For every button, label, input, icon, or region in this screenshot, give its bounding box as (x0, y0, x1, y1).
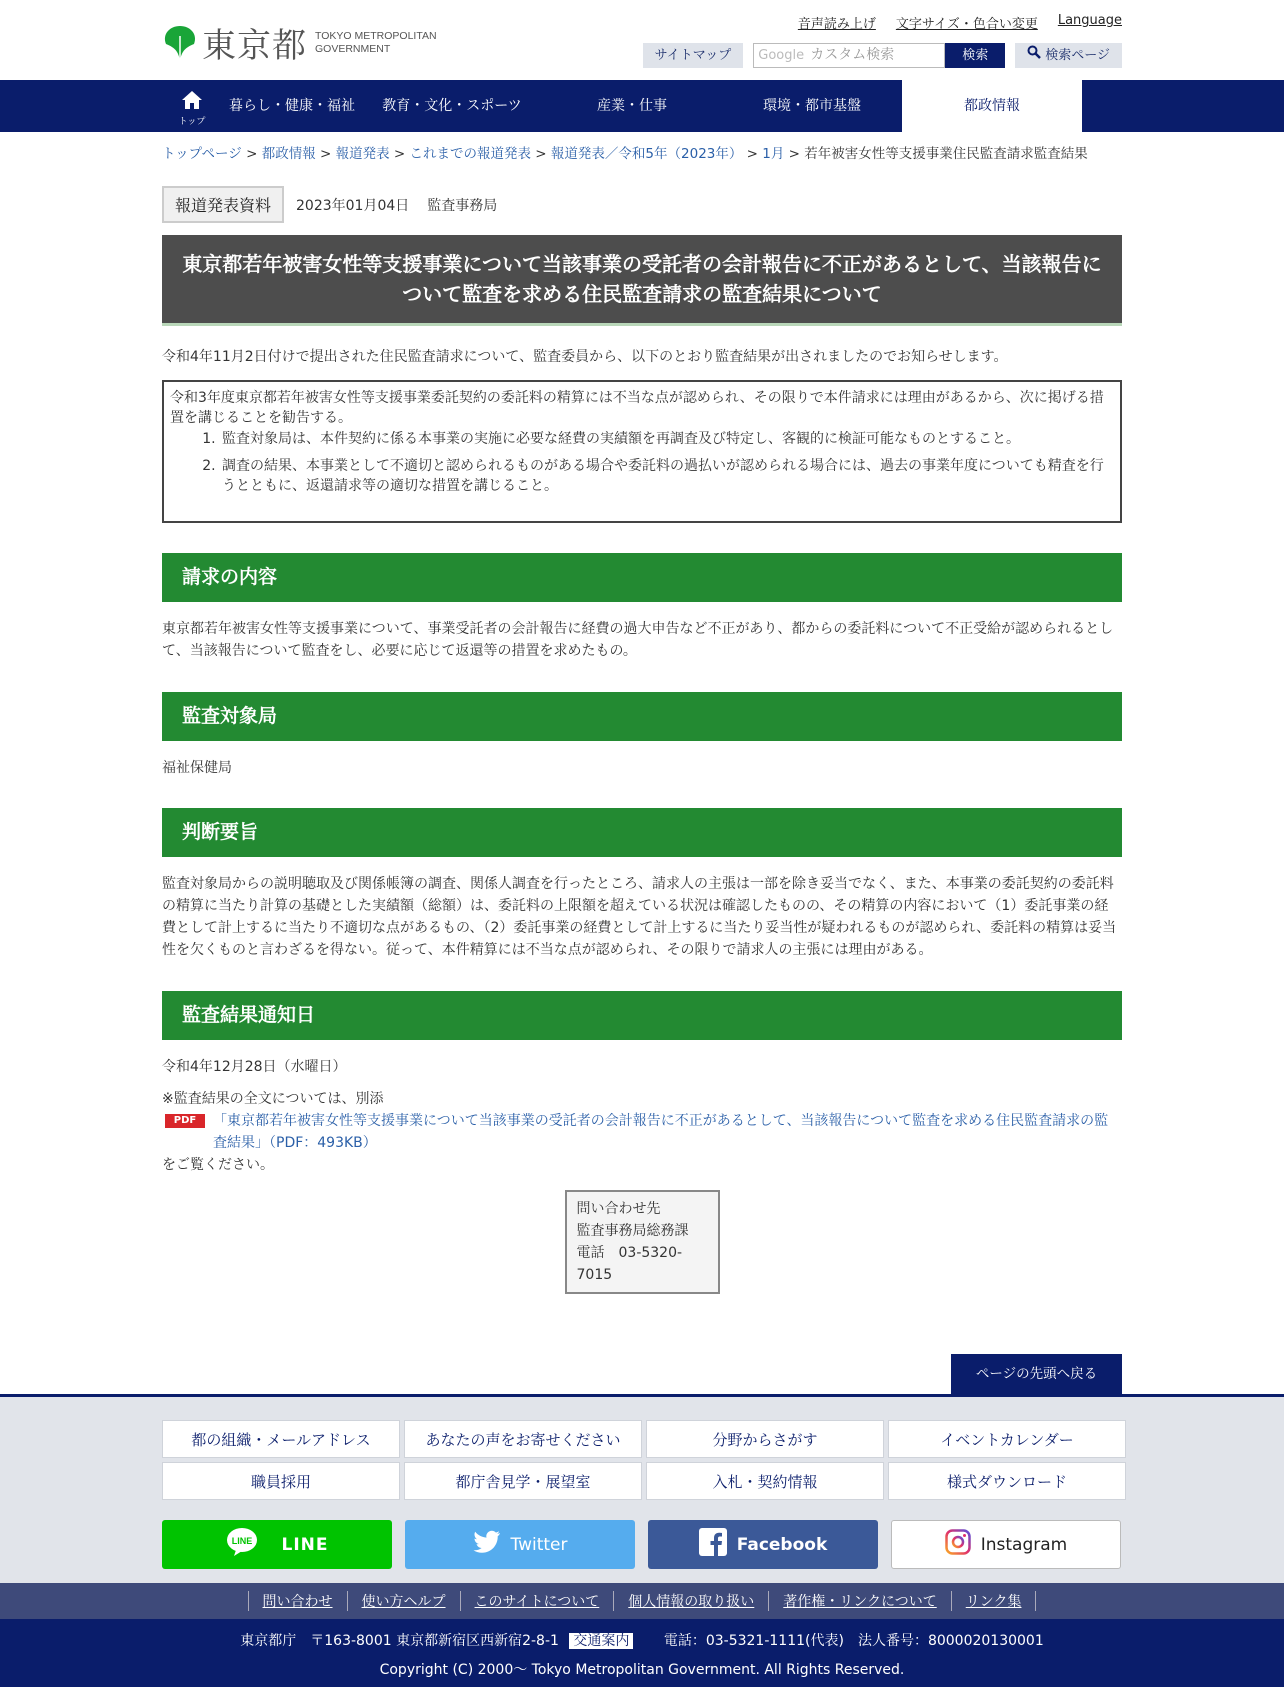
footer-nav-area (0, 1394, 1284, 1583)
nav-item-education[interactable]: 教育・文化・スポーツ (382, 98, 522, 114)
site-logo[interactable] (162, 18, 437, 67)
footer-link-recruit[interactable]: 職員採用 (162, 1462, 400, 1500)
copyright: Copyright (C) 2000～ Tokyo Metropolitan Government. All Rights Reserved. (379, 1662, 905, 1678)
footer-links (0, 1583, 1284, 1619)
section-heading-target: 監査対象局 (162, 692, 1122, 741)
attachment-row (162, 1110, 1122, 1154)
footer-link-org[interactable]: 都の組織・メールアドレス (162, 1420, 400, 1458)
sns-line-label: LINE (281, 1534, 329, 1555)
contact-dept: 監査事務局総務課 (576, 1223, 689, 1239)
breadcrumb-past-press[interactable]: これまでの報道発表 (409, 146, 532, 162)
attachment-block (162, 1088, 1122, 1176)
breadcrumb-sep: > (784, 146, 805, 162)
section-body-judgment: 監査対象局からの説明聴取及び関係帳簿の調査、関係人調査を行ったところ、請求人の主張は一部を除き妥当でなく、また、本事業の委託契約の委託料の精算に当たり計算の基礎とした実績額（総額）は、委託料の上限額を超えている状況は確認したものの、その精算の内容において（1）委託事業の経費として計上するに当たり不適切な点があるもの、（2）委託事業の経費として計上するに当たり妥当性が疑われるものが認められ、委託料の精算は妥当性を欠くものと言わざるを得ない。従って、本件精算には不当な点が認められ、その限りで請求人の主張には理由がある。 (162, 876, 1117, 958)
section-body-claim: 東京都若年被害女性等支援事業について、事業受託者の会計報告に経費の過大申告など不正があり、都からの委託料について不正受給が認められるとして、当該報告について監査をし、必要に応じて返還等の措置を求めたもの。 (162, 621, 1114, 659)
footer-link-tour[interactable]: 都庁舎見学・展望室 (404, 1462, 642, 1500)
logo-english-line1: TOKYO METROPOLITAN (315, 29, 437, 42)
footer-grid (162, 1397, 1122, 1500)
sns-twitter-label: Twitter (510, 1534, 568, 1555)
nav-home-label: トップ (178, 117, 206, 127)
breadcrumb-sep: > (389, 146, 410, 162)
search-page-label: 検索ページ (1045, 48, 1110, 63)
instagram-icon (945, 1529, 971, 1560)
section-heading-notice-date: 監査結果通知日 (162, 991, 1122, 1040)
sitemap-button[interactable]: サイトマップ (643, 43, 744, 68)
footer-link-forms[interactable]: 様式ダウンロード (888, 1462, 1126, 1500)
breadcrumb-sep: > (531, 146, 551, 162)
breadcrumb-sep: > (742, 146, 763, 162)
breadcrumb-reiwa5[interactable]: 報道発表／令和5年（2023年） (550, 146, 743, 162)
breadcrumb-government[interactable]: 都政情報 (261, 146, 316, 162)
breadcrumb-sep: > (241, 146, 262, 162)
facebook-icon (699, 1528, 727, 1561)
section-body-notice-date: 令和4年12月28日（水曜日） (162, 1059, 347, 1075)
nav-home[interactable] (162, 80, 222, 132)
attachment-after: をご覧ください。 (162, 1157, 274, 1173)
page-title: 東京都若年被害女性等支援事業について当該事業の受託者の会計報告に不正があるとして、当該報告について監査を求める住民監査請求の監査結果について (162, 235, 1122, 326)
attachment-note: ※監査結果の全文については、別添 (162, 1091, 384, 1107)
footer-link-contact[interactable]: 問い合わせ (248, 1591, 347, 1611)
home-icon (162, 90, 222, 113)
lead-text: 令和4年11月2日付けで提出された住民監査請求について、監査委員から、以下のとおり監査結果が出されましたのでお知らせします。 (162, 349, 1008, 365)
section-body-target: 福祉保健局 (162, 760, 232, 776)
sns-instagram-button[interactable] (891, 1520, 1121, 1569)
footer-link-field[interactable]: 分野からさがす (646, 1420, 884, 1458)
recommendation-item: 1. 監査対象局は、本件契約に係る本事業の実施に必要な経費の実績額を再調査及び特定し、客観的に検証可能なものとすること。 (220, 429, 1114, 449)
traffic-guide-link[interactable]: 交通案内 (569, 1633, 633, 1649)
footer-link-copyright[interactable]: 著作権・リンクについて (768, 1591, 950, 1611)
recommendation-item: 2. 調査の結果、本事業として不適切と認められるものがある場合や委託料の過払いが認められる場合には、過去の事業年度についても精査を行うとともに、返還請求等の適切な措置を講じること。 (220, 456, 1114, 496)
phone-text: 電話：03-5321-1111(代表) 法人番号：8000020130001 (663, 1633, 1044, 1649)
utility-links (798, 13, 1122, 32)
press-dept: 監査事務局 (427, 197, 498, 214)
sns-facebook-label: Facebook (736, 1534, 828, 1555)
search-button[interactable]: 検索 (945, 43, 1005, 68)
sns-twitter-button[interactable] (405, 1520, 635, 1569)
footer-link-about[interactable]: このサイトについて (460, 1591, 614, 1611)
nav-item-government[interactable]: 都政情報 (902, 80, 1082, 132)
address-text: 東京都庁 〒163-8001 東京都新宿区西新宿2-8-1 (240, 1633, 559, 1649)
contact-box (565, 1190, 720, 1294)
footer-link-voice[interactable]: あなたの声をお寄せください (404, 1420, 642, 1458)
breadcrumb-sep: > (315, 146, 336, 162)
nav-item-environment[interactable]: 環境・都市基盤 (763, 98, 861, 114)
footer-link-bid[interactable]: 入札・契約情報 (646, 1462, 884, 1500)
sns-line-button[interactable] (162, 1520, 392, 1569)
press-date: 2023年01月04日 (296, 197, 410, 214)
recommendation-intro: 令和3年度東京都若年被害女性等支援事業委託契約の委託料の精算には不当な点が認められ、その限りで本件請求には理由があるから、次に掲げる措置を講じることを勧告する。 (170, 390, 1104, 426)
contact-phone: 電話 03-5320-7015 (576, 1245, 683, 1283)
global-nav (0, 80, 1284, 132)
util-link-font-size[interactable]: 文字サイズ・色合い変更 (895, 17, 1038, 32)
recommendation-list (220, 429, 1114, 496)
footer-address (0, 1619, 1284, 1650)
breadcrumb-current: 若年被害女性等支援事業住民監査請求監査結果 (804, 146, 1088, 162)
search-input[interactable] (753, 43, 945, 68)
press-badge: 報道発表資料 (162, 186, 284, 223)
logo-kanji: 東京都 (202, 26, 307, 66)
breadcrumb-january[interactable]: 1月 (762, 146, 785, 162)
footer-link-help[interactable]: 使い方ヘルプ (347, 1591, 460, 1611)
breadcrumb (162, 132, 1122, 174)
press-meta (162, 186, 1122, 223)
sns-instagram-label: Instagram (980, 1534, 1068, 1555)
google-watermark: Google (758, 48, 805, 63)
magnifier-icon (1027, 43, 1041, 68)
breadcrumb-press[interactable]: 報道発表 (335, 146, 390, 162)
back-to-top-button[interactable]: ページの先頭へ戻る (951, 1354, 1122, 1394)
sns-row (162, 1520, 1122, 1569)
breadcrumb-top[interactable]: トップページ (162, 146, 242, 162)
main-content (162, 132, 1122, 1394)
pdf-link[interactable]: 「東京都若年被害女性等支援事業について当該事業の受託者の会計報告に不正があるとして、当該報告について監査を求める住民監査請求の監査結果」（PDF：493KB） (213, 1113, 1109, 1151)
line-icon (226, 1527, 258, 1562)
site-header (0, 0, 1284, 80)
nav-item-industry[interactable]: 産業・仕事 (597, 98, 667, 114)
footer-link-events[interactable]: イベントカレンダー (888, 1420, 1126, 1458)
logo-english-line2: GOVERNMENT (315, 42, 391, 55)
footer-link-privacy[interactable]: 個人情報の取り扱い (613, 1591, 768, 1611)
search-placeholder: カスタム検索 (810, 47, 895, 63)
footer-link-links[interactable]: リンク集 (951, 1591, 1037, 1611)
recommendation-box (162, 380, 1122, 523)
footer-bottom (0, 1619, 1284, 1687)
twitter-bird-icon (473, 1530, 501, 1559)
contact-title: 問い合わせ先 (576, 1201, 661, 1217)
section-heading-claim: 請求の内容 (162, 553, 1122, 602)
pdf-icon: PDF (165, 1114, 205, 1128)
section-heading-judgment: 判断要旨 (162, 808, 1122, 857)
search-page-button[interactable] (1015, 43, 1122, 68)
util-link-language[interactable]: Language (1057, 13, 1122, 28)
nav-item-living[interactable]: 暮らし・健康・福祉 (229, 98, 355, 114)
svg-text:LINE: LINE (231, 1536, 252, 1546)
ginkgo-leaf-icon (162, 24, 198, 62)
util-link-voice[interactable]: 音声読み上げ (797, 17, 876, 32)
search-row (643, 43, 1122, 68)
sns-facebook-button[interactable] (648, 1520, 878, 1569)
logo-english (315, 30, 437, 56)
